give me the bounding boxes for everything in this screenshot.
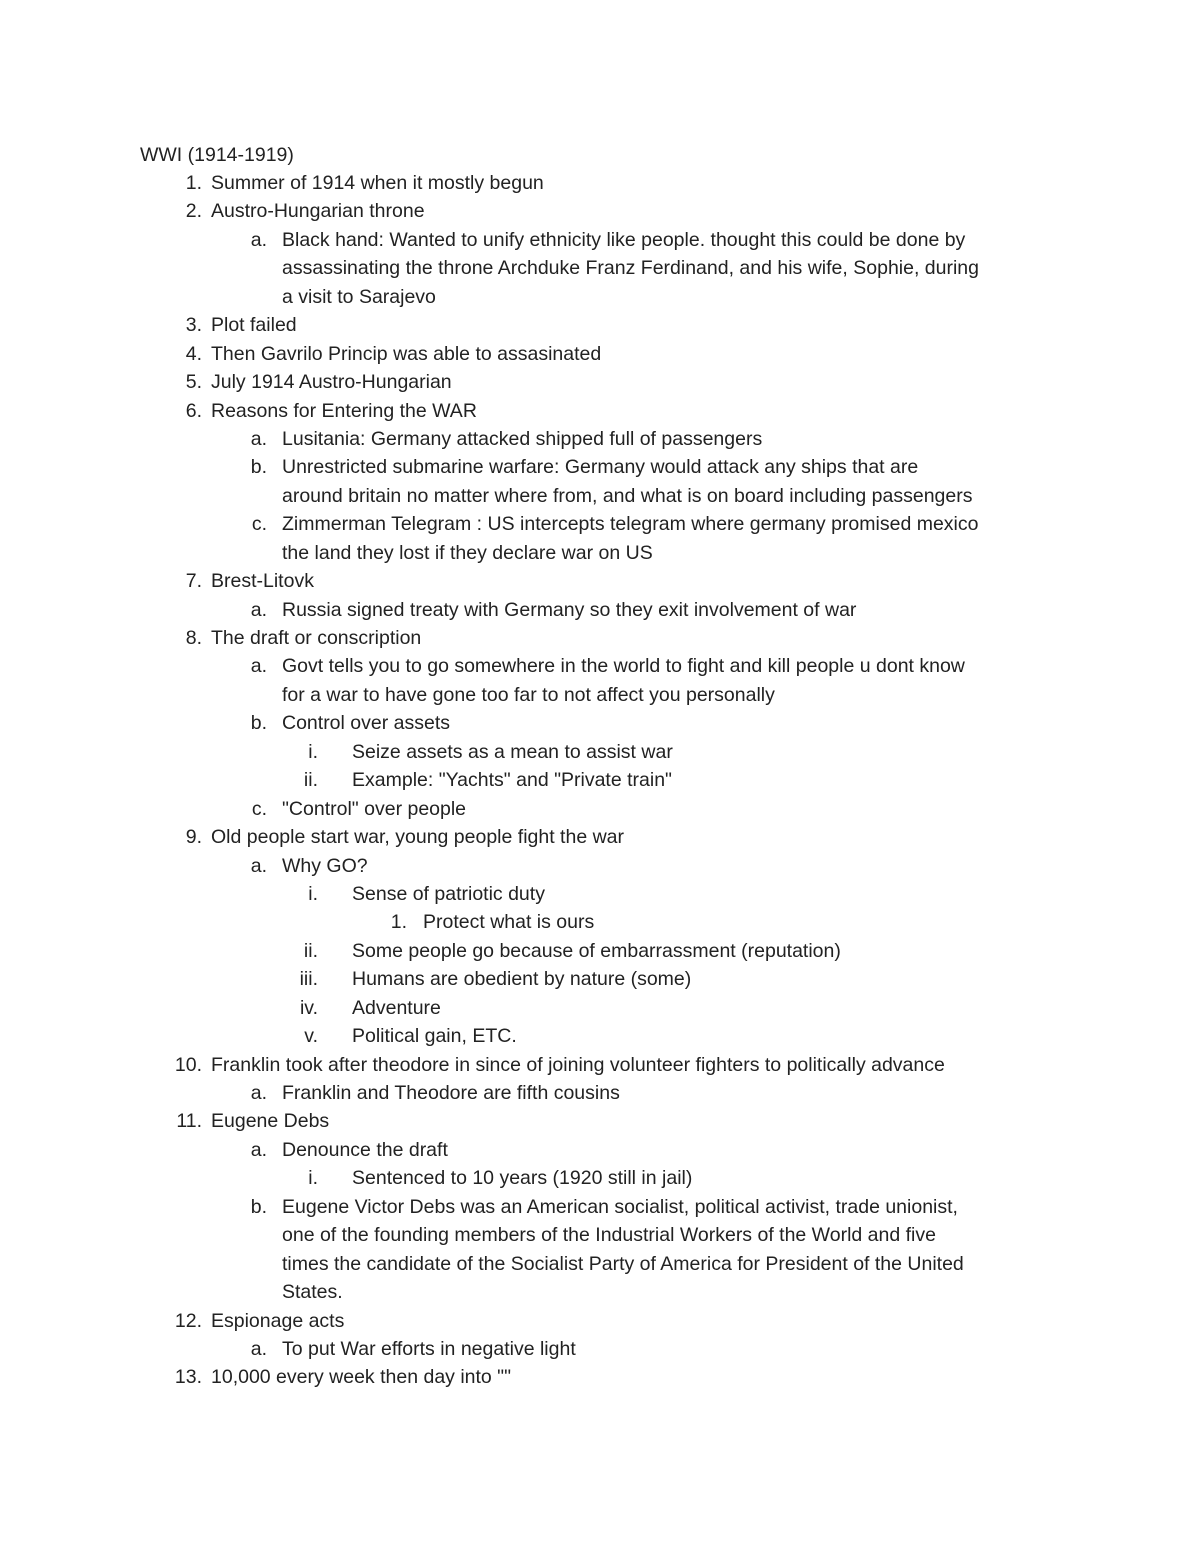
list-marker: 13.: [174, 1366, 202, 1389]
list-marker: ii.: [303, 769, 318, 792]
list-item-text: Seize assets as a mean to assist war: [352, 740, 673, 763]
list-marker: 6.: [185, 399, 202, 422]
list-item-text: Eugene Debs: [211, 1110, 330, 1133]
list-item-text: Some people go because of embarrassment (reputation): [352, 939, 841, 962]
list-item-text: Sense of patriotic duty: [352, 882, 545, 905]
list-marker: v.: [304, 1025, 318, 1048]
outline-line: [0, 368, 1200, 396]
outline-line: [0, 766, 1200, 794]
list-item-text: 10,000 every week then day into "": [211, 1366, 512, 1389]
list-marker: b.: [250, 456, 267, 479]
list-item-text: Brest-Litovk: [211, 570, 314, 593]
outline-line: [0, 283, 1200, 311]
list-item-text: July 1914 Austro-Hungarian: [211, 371, 452, 394]
outline-line: [0, 1278, 1200, 1306]
list-item-text: Political gain, ETC.: [352, 1025, 517, 1048]
outline-line: [0, 795, 1200, 823]
list-item-text: times the candidate of the Socialist Party of America for President of the United: [282, 1252, 964, 1275]
list-item-text: Then Gavrilo Princip was able to assasinated: [211, 342, 602, 365]
outline-line: [0, 482, 1200, 510]
outline-line: [0, 169, 1200, 197]
outline-line: [0, 1363, 1200, 1391]
outline-line: [0, 311, 1200, 339]
outline-line: [0, 1193, 1200, 1221]
list-marker: a.: [250, 655, 267, 678]
outline-line: [0, 226, 1200, 254]
list-marker: c.: [251, 513, 267, 536]
outline-line: [0, 823, 1200, 851]
list-marker: a.: [250, 1337, 267, 1360]
list-item-text: Unrestricted submarine warfare: Germany would attack any ships that are: [282, 456, 919, 479]
list-marker: 10.: [174, 1053, 202, 1076]
outline-line: [0, 1221, 1200, 1249]
list-marker: 5.: [185, 371, 202, 394]
list-item-text: Reasons for Entering the WAR: [211, 399, 477, 422]
list-marker: a.: [250, 1138, 267, 1161]
list-item-text: "Control" over people: [282, 797, 467, 820]
list-item-text: Example: "Yachts" and "Private train": [352, 769, 672, 792]
list-item-text: Espionage acts: [211, 1309, 345, 1332]
list-item-text: Humans are obedient by nature (some): [352, 968, 692, 991]
list-item-text: Franklin took after theodore in since of joining volunteer fighters to politically advance: [211, 1053, 945, 1076]
list-item-text: Summer of 1914 when it mostly begun: [211, 172, 544, 194]
list-item-text: Plot failed: [211, 314, 297, 337]
list-marker: iv.: [299, 996, 318, 1019]
outline-line: [0, 738, 1200, 766]
list-item-text: a visit to Sarajevo: [282, 285, 436, 308]
list-item-text: Sentenced to 10 years (1920 still in jail): [352, 1167, 693, 1190]
list-item-text: Control over assets: [282, 712, 450, 735]
list-marker: 1.: [185, 172, 202, 194]
list-marker: iii.: [299, 968, 318, 991]
list-marker: i.: [308, 740, 318, 763]
list-item-text: one of the founding members of the Industrial Workers of the World and five: [282, 1224, 936, 1247]
outline-line: [0, 1107, 1200, 1135]
list-marker: 2.: [185, 200, 202, 223]
list-marker: b.: [250, 712, 267, 735]
list-item-text: Protect what is ours: [423, 911, 595, 934]
outline-line: [0, 1136, 1200, 1164]
list-item-text: Denounce the draft: [282, 1138, 448, 1161]
list-marker: i.: [308, 882, 318, 905]
outline-line: [0, 254, 1200, 282]
outline-line: [0, 880, 1200, 908]
list-item-text: around britain no matter where from, and what is on board including passengers: [282, 484, 973, 507]
outline-line: [0, 681, 1200, 709]
list-item-text: The draft or conscription: [211, 627, 422, 649]
outline-line: [0, 453, 1200, 481]
list-marker: 9.: [185, 826, 202, 849]
outline-list: [0, 169, 1200, 1392]
list-marker: a.: [250, 427, 267, 450]
list-item-text: Franklin and Theodore are fifth cousins: [282, 1082, 620, 1104]
outline-line: [0, 397, 1200, 425]
list-item-text: assassinating the throne Archduke Franz Ferdinand, and his wife, Sophie, during: [282, 257, 980, 280]
list-item-text: Why GO?: [282, 854, 368, 877]
outline-line: [0, 652, 1200, 680]
list-marker: 1.: [390, 911, 407, 934]
list-marker: 11.: [176, 1110, 202, 1133]
list-item-text: Black hand: Wanted to unify ethnicity like people. thought this could be done by: [282, 228, 966, 251]
list-item-text: Austro-Hungarian throne: [211, 200, 425, 223]
list-item-text: Lusitania: Germany attacked shipped full of passengers: [282, 427, 763, 450]
list-marker: 8.: [185, 627, 202, 649]
outline-line: [0, 1079, 1200, 1107]
outline-line: [0, 596, 1200, 624]
list-marker: a.: [250, 854, 267, 877]
list-item-text: States.: [282, 1281, 343, 1304]
list-marker: 12.: [174, 1309, 202, 1332]
outline-line: [0, 908, 1200, 936]
list-marker: b.: [250, 1195, 267, 1218]
list-marker: 4.: [185, 342, 202, 365]
list-item-text: Zimmerman Telegram : US intercepts telegram where germany promised mexico: [282, 513, 979, 536]
list-item-text: Old people start war, young people fight the war: [211, 826, 625, 849]
outline-line: [0, 197, 1200, 225]
list-marker: a.: [250, 598, 267, 621]
list-marker: ii.: [303, 939, 318, 962]
outline-line: [0, 709, 1200, 737]
document-title: WWI (1914-1919): [140, 144, 294, 166]
list-item-text: for a war to have gone too far to not affect you personally: [282, 683, 775, 706]
outline-line: [0, 539, 1200, 567]
list-item-text: the land they lost if they declare war on US: [282, 541, 653, 564]
list-marker: 7.: [185, 570, 202, 593]
outline-line: [0, 1022, 1200, 1050]
outline-line: [0, 1250, 1200, 1278]
outline-line: [0, 510, 1200, 538]
list-marker: i.: [308, 1167, 318, 1190]
outline-line: [0, 852, 1200, 880]
outline-line: [0, 340, 1200, 368]
outline-line: [0, 937, 1200, 965]
outline-line: [0, 1335, 1200, 1363]
outline-line: [0, 965, 1200, 993]
list-item-text: Adventure: [352, 996, 441, 1019]
outline-line: [0, 567, 1200, 595]
list-marker: 3.: [185, 314, 202, 337]
list-marker: a.: [250, 1082, 267, 1104]
list-marker: a.: [250, 228, 267, 251]
list-item-text: Eugene Victor Debs was an American socialist, political activist, trade unionist,: [282, 1195, 958, 1218]
outline-line: [0, 425, 1200, 453]
outline-line: [0, 994, 1200, 1022]
list-marker: c.: [251, 797, 267, 820]
outline-line: [0, 1307, 1200, 1335]
outline-line: [0, 1051, 1200, 1079]
list-item-text: Russia signed treaty with Germany so they exit involvement of war: [282, 598, 857, 621]
outline-line: [0, 624, 1200, 652]
list-item-text: To put War efforts in negative light: [282, 1337, 576, 1360]
outline-line: [0, 1164, 1200, 1192]
list-item-text: Govt tells you to go somewhere in the world to fight and kill people u dont know: [282, 655, 965, 678]
